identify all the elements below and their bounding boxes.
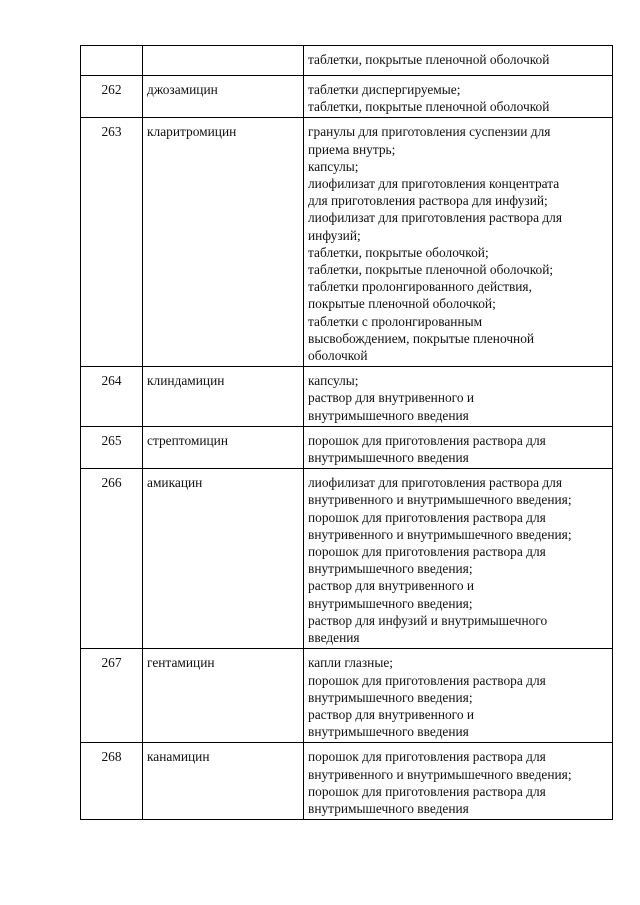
drug-name-cell: амикацин	[143, 469, 304, 649]
dosage-forms-cell	[304, 649, 613, 743]
dosage-form-line: лиофилизат для приготовления раствора для	[308, 210, 563, 226]
dosage-form-line: таблетки диспергируемые;	[308, 82, 461, 97]
row-number-cell: 267	[81, 649, 143, 743]
drug-table-body	[81, 46, 613, 820]
row-number-cell: 265	[81, 426, 143, 468]
dosage-form-line: раствор для внутривенного и	[308, 706, 475, 722]
dosage-form-line: высвобождением, покрытые пленочной	[308, 330, 535, 346]
table-row	[81, 118, 613, 367]
dosage-form-line: введения	[308, 630, 360, 646]
table-row	[81, 743, 613, 820]
table-row	[81, 76, 613, 118]
dosage-form-line: таблетки, покрытые пленочной оболочкой	[308, 52, 550, 67]
dosage-forms-cell	[304, 743, 613, 820]
drug-name-cell: клиндамицин	[143, 367, 304, 427]
dosage-form-line: раствор для внутривенного и	[308, 390, 475, 406]
dosage-form-line: лиофилизат для приготовления концентрата	[308, 176, 560, 192]
dosage-form-line: таблетки, покрытые пленочной оболочкой;	[308, 262, 554, 278]
dosage-form-line: порошок для приготовления раствора для	[308, 783, 546, 799]
table-row	[81, 469, 613, 649]
dosage-form-line: таблетки с пролонгированным	[308, 313, 483, 329]
dosage-forms-cell	[304, 46, 613, 76]
dosage-form-line: порошок для приготовления раствора для	[308, 544, 546, 560]
drug-name-cell: гентамицин	[143, 649, 304, 743]
row-number-cell: 263	[81, 118, 143, 367]
dosage-form-line: оболочкой	[308, 348, 368, 364]
drug-name-cell: кларитромицин	[143, 118, 304, 367]
dosage-form-line: внутривенного и внутримышечного введения;	[308, 492, 572, 508]
dosage-form-line: покрытые пленочной оболочкой;	[308, 296, 496, 312]
dosage-form-line: внутримышечного введения	[308, 407, 469, 423]
table-row	[81, 426, 613, 468]
dosage-form-line: внутривенного и внутримышечного введения;	[308, 766, 572, 782]
dosage-form-line: инфузий;	[308, 227, 361, 243]
dosage-forms-cell	[304, 469, 613, 649]
dosage-forms-cell	[304, 426, 613, 468]
dosage-form-line: порошок для приготовления раствора для	[308, 672, 546, 688]
dosage-form-line: внутримышечного введения	[308, 800, 469, 816]
row-number-cell: 262	[81, 76, 143, 118]
dosage-form-line: капсулы;	[308, 158, 359, 174]
drug-name-cell: стрептомицин	[143, 426, 304, 468]
dosage-form-line: внутримышечного введения;	[308, 689, 473, 705]
row-number-cell: 268	[81, 743, 143, 820]
dosage-forms-cell	[304, 76, 613, 118]
dosage-form-line: таблетки, покрытые пленочной оболочкой	[308, 99, 550, 115]
row-number-cell	[81, 46, 143, 76]
dosage-forms-cell	[304, 118, 613, 367]
dosage-form-line: гранулы для приготовления суспензии для	[308, 124, 551, 140]
row-number-cell: 264	[81, 367, 143, 427]
dosage-form-line: таблетки, покрытые оболочкой;	[308, 244, 489, 260]
dosage-form-line: для приготовления раствора для инфузий;	[308, 193, 548, 209]
dosage-form-line: лиофилизат для приготовления раствора для	[308, 475, 563, 491]
dosage-form-line: таблетки пролонгированного действия,	[308, 279, 532, 295]
dosage-form-line: внутримышечного введения;	[308, 561, 473, 577]
dosage-form-line: порошок для приготовления раствора для	[308, 749, 546, 765]
table-row	[81, 649, 613, 743]
dosage-forms-cell	[304, 367, 613, 427]
drug-name-cell: канамицин	[143, 743, 304, 820]
dosage-form-line: внутримышечного введения;	[308, 595, 473, 611]
dosage-form-line: капсулы;	[308, 373, 359, 389]
dosage-form-line: раствор для внутривенного и	[308, 578, 475, 594]
dosage-form-line: внутривенного и внутримышечного введения;	[308, 526, 572, 542]
drug-table	[80, 45, 613, 820]
dosage-form-line: внутримышечного введения	[308, 450, 469, 466]
dosage-form-line: приема внутрь;	[308, 141, 396, 157]
dosage-form-line: порошок для приготовления раствора для	[308, 432, 546, 448]
dosage-form-line: раствор для инфузий и внутримышечного	[308, 612, 548, 628]
dosage-form-line: капли глазные;	[308, 655, 393, 671]
dosage-form-line: внутримышечного введения	[308, 724, 469, 740]
dosage-form-line: порошок для приготовления раствора для	[308, 509, 546, 525]
table-row	[81, 367, 613, 427]
drug-name-cell	[143, 46, 304, 76]
table-row	[81, 46, 613, 76]
drug-name-cell: джозамицин	[143, 76, 304, 118]
row-number-cell: 266	[81, 469, 143, 649]
